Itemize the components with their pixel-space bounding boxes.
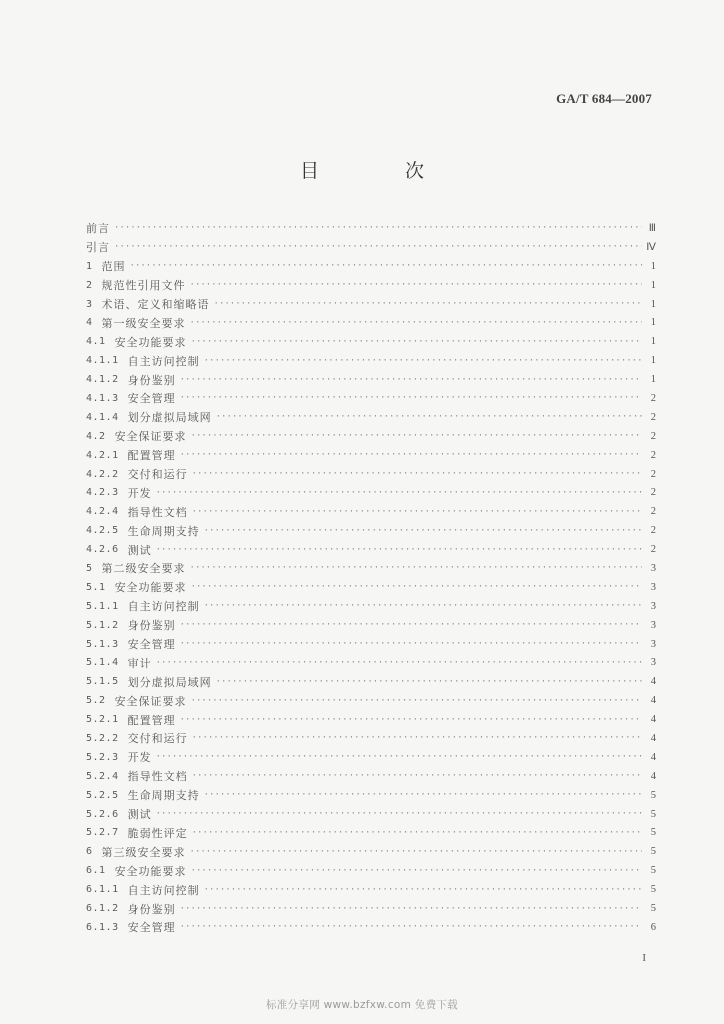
- dot-leader: [204, 601, 642, 611]
- toc-entry-page: 2: [650, 506, 656, 518]
- dot-leader: [192, 733, 642, 743]
- toc-entry: [86, 691, 656, 710]
- dot-leader: [180, 375, 642, 385]
- toc-entry-title: 安全保证要求: [114, 430, 187, 444]
- toc-entry-page: 1: [650, 298, 656, 310]
- toc-entry-page: 5: [650, 827, 656, 839]
- dot-leader: [214, 299, 642, 309]
- toc-entry: [86, 767, 656, 786]
- table-of-contents: [86, 219, 656, 937]
- toc-entry-number: 4.1: [86, 336, 106, 348]
- dot-leader: [180, 904, 642, 914]
- dot-leader: [156, 545, 642, 555]
- toc-entry: [86, 238, 656, 257]
- dot-leader: [191, 582, 642, 592]
- toc-entry-number: 5.2.4: [86, 770, 119, 782]
- toc-entry-page: 4: [650, 695, 656, 707]
- toc-entry-page: 2: [650, 392, 656, 404]
- toc-entry-title: 交付和运行: [127, 468, 188, 482]
- toc-entry-page: 2: [650, 487, 656, 499]
- toc-entry: [86, 521, 656, 540]
- toc-entry-title: 前言: [86, 222, 110, 236]
- toc-entry-title: 身份鉴别: [127, 619, 176, 633]
- toc-entry-number: 6.1.1: [86, 884, 119, 896]
- dot-leader: [191, 337, 642, 347]
- toc-entry-title: 指导性文档: [127, 770, 188, 784]
- toc-entry-number: 1: [86, 260, 93, 272]
- page-number: I: [642, 952, 646, 964]
- toc-entry-page: 3: [650, 657, 656, 669]
- toc-entry-page: 3: [650, 638, 656, 650]
- toc-entry-number: 4.2.4: [86, 506, 119, 518]
- toc-entry: [86, 786, 656, 805]
- toc-entry: [86, 276, 656, 295]
- toc-entry-title: 身份鉴别: [127, 902, 176, 916]
- toc-entry-page: 2: [650, 468, 656, 480]
- toc-entry: [86, 672, 656, 691]
- toc-entry-title: 规范性引用文件: [101, 279, 186, 293]
- toc-entry: [86, 540, 656, 559]
- toc-entry-title: 划分虚拟局域网: [127, 675, 212, 689]
- toc-entry-title: 第一级安全要求: [101, 316, 186, 330]
- toc-entry: [86, 389, 656, 408]
- toc-entry-page: 3: [650, 581, 656, 593]
- toc-entry-title: 安全功能要求: [114, 581, 187, 595]
- toc-entry: [86, 483, 656, 502]
- dot-leader: [204, 885, 642, 895]
- toc-entry-page: 2: [650, 449, 656, 461]
- page-title: 目 次: [299, 160, 465, 182]
- dot-leader: [180, 922, 642, 932]
- toc-entry: [86, 257, 656, 276]
- toc-entry-page: Ⅲ: [648, 223, 656, 235]
- toc-entry-title: 安全管理: [127, 392, 176, 406]
- toc-entry-title: 交付和运行: [127, 732, 188, 746]
- toc-entry-page: 2: [650, 525, 656, 537]
- toc-entry-number: 5.2.6: [86, 808, 119, 820]
- toc-entry: [86, 653, 656, 672]
- toc-entry-title: 脆弱性评定: [127, 826, 188, 840]
- toc-entry-number: 5.2: [86, 695, 106, 707]
- toc-entry: [86, 427, 656, 446]
- dot-leader: [156, 658, 642, 668]
- toc-entry: [86, 899, 656, 918]
- toc-entry-page: 1: [650, 336, 656, 348]
- toc-entry: [86, 502, 656, 521]
- toc-entry-title: 自主访问控制: [127, 354, 200, 368]
- toc-entry-title: 安全管理: [127, 921, 176, 935]
- toc-entry: [86, 295, 656, 314]
- toc-entry-title: 安全功能要求: [114, 335, 187, 349]
- toc-entry-page: 1: [650, 355, 656, 367]
- toc-entry-page: 1: [650, 260, 656, 272]
- toc-entry-page: 2: [650, 430, 656, 442]
- toc-entry: [86, 729, 656, 748]
- toc-entry-title: 安全功能要求: [114, 864, 187, 878]
- dot-leader: [114, 223, 642, 233]
- toc-entry-page: 1: [650, 317, 656, 329]
- toc-entry: [86, 597, 656, 616]
- toc-entry-title: 生命周期支持: [127, 789, 200, 803]
- toc-entry-title: 生命周期支持: [127, 524, 200, 538]
- dot-leader: [114, 242, 642, 252]
- toc-entry-number: 5.2.5: [86, 789, 119, 801]
- dot-leader: [192, 469, 642, 479]
- toc-entry: [86, 748, 656, 767]
- toc-entry-page: 5: [650, 865, 656, 877]
- toc-entry-page: 5: [650, 789, 656, 801]
- dot-leader: [190, 847, 642, 857]
- toc-entry-title: 审计: [127, 656, 152, 670]
- toc-entry-number: 4.2: [86, 430, 106, 442]
- toc-entry-title: 测试: [127, 543, 152, 557]
- toc-entry-number: 4.1.4: [86, 411, 119, 423]
- toc-entry-page: 4: [650, 676, 656, 688]
- toc-entry-number: 4: [86, 317, 93, 329]
- dot-leader: [180, 393, 642, 403]
- dot-leader: [180, 620, 642, 630]
- toc-entry-title: 范围: [101, 260, 126, 274]
- toc-entry-number: 3: [86, 298, 93, 310]
- toc-entry-number: 4.2.3: [86, 487, 119, 499]
- dot-leader: [191, 696, 642, 706]
- toc-entry-number: 5.1.2: [86, 619, 119, 631]
- dot-leader: [204, 790, 642, 800]
- toc-entry-number: 6.1.3: [86, 921, 119, 933]
- toc-entry-title: 配置管理: [127, 449, 176, 463]
- dot-leader: [156, 809, 642, 819]
- toc-entry: [86, 219, 656, 238]
- toc-entry-number: 4.2.5: [86, 525, 119, 537]
- toc-entry-title: 术语、定义和缩略语: [101, 298, 210, 311]
- toc-entry: [86, 710, 656, 729]
- dot-leader: [190, 280, 642, 290]
- toc-entry-title: 第三级安全要求: [101, 845, 186, 859]
- toc-entry-title: 安全管理: [127, 638, 176, 652]
- dot-leader: [192, 507, 642, 517]
- toc-entry-title: 安全保证要求: [114, 694, 187, 708]
- toc-entry-page: 5: [650, 903, 656, 914]
- dot-leader: [204, 356, 642, 366]
- toc-entry: [86, 332, 656, 351]
- toc-entry-title: 开发: [127, 751, 152, 765]
- toc-entry-page: 5: [650, 846, 656, 858]
- standard-code: GA/T 684—2007: [556, 91, 652, 106]
- toc-entry-page: 3: [650, 562, 656, 574]
- toc-entry-page: 6: [650, 921, 656, 933]
- toc-entry-page: 5: [650, 884, 656, 896]
- toc-entry: [86, 370, 656, 389]
- toc-entry: [86, 559, 656, 578]
- toc-entry-title: 配置管理: [127, 713, 176, 727]
- dot-leader: [190, 563, 642, 573]
- toc-entry: [86, 880, 656, 899]
- toc-entry-title: 划分虚拟局域网: [127, 411, 212, 425]
- dot-leader: [180, 639, 642, 649]
- toc-entry-number: 5.2.7: [86, 827, 119, 839]
- dot-leader: [192, 828, 642, 838]
- toc-entry-number: 4.2.2: [86, 468, 119, 480]
- toc-entry: [86, 842, 656, 861]
- toc-entry-number: 5: [86, 562, 93, 574]
- dot-leader: [130, 261, 642, 271]
- toc-entry-title: 第二级安全要求: [101, 562, 186, 576]
- dot-leader: [156, 488, 642, 498]
- toc-entry-number: 5.1: [86, 581, 106, 593]
- toc-entry-number: 4.1.3: [86, 392, 119, 404]
- toc-entry-page: 4: [650, 751, 656, 763]
- toc-entry: [86, 446, 656, 465]
- toc-entry-page: 5: [650, 808, 656, 820]
- toc-entry: [86, 861, 656, 880]
- toc-entry: [86, 313, 656, 332]
- toc-entry-title: 自主访问控制: [127, 600, 200, 614]
- toc-entry-page: 3: [650, 619, 656, 631]
- dot-leader: [180, 715, 642, 725]
- dot-leader: [191, 866, 642, 876]
- toc-entry-title: 开发: [127, 486, 152, 500]
- toc-entry-title: 身份鉴别: [127, 373, 176, 387]
- toc-entry: [86, 351, 656, 370]
- toc-entry-page: 4: [650, 714, 656, 726]
- toc-entry: [86, 635, 656, 654]
- toc-entry-title: 引言: [86, 241, 110, 255]
- toc-entry-number: 4.2.6: [86, 544, 119, 556]
- toc-entry-number: 4.1.1: [86, 355, 119, 367]
- toc-entry-page: Ⅳ: [646, 242, 656, 254]
- toc-entry-title: 测试: [127, 808, 152, 822]
- toc-entry-number: 6: [86, 846, 93, 858]
- dot-leader: [192, 771, 642, 781]
- dot-leader: [156, 752, 642, 762]
- toc-entry-number: 6.1: [86, 865, 106, 877]
- watermark-text: 标准分享网 www.bzfxw.com 免费下载: [266, 999, 458, 1011]
- toc-entry: [86, 918, 656, 937]
- toc-entry-number: 5.1.5: [86, 676, 119, 688]
- toc-entry: [86, 465, 656, 484]
- dot-leader: [216, 412, 642, 422]
- toc-entry-title: 自主访问控制: [127, 883, 200, 897]
- toc-entry-page: 4: [650, 732, 656, 744]
- toc-entry: [86, 616, 656, 635]
- toc-entry-number: 4.2.1: [86, 449, 119, 461]
- toc-entry-page: 2: [650, 544, 656, 556]
- toc-entry-number: 5.1.1: [86, 600, 119, 612]
- dot-leader: [216, 677, 642, 687]
- dot-leader: [191, 431, 642, 441]
- dot-leader: [190, 318, 642, 328]
- toc-entry-number: 5.1.3: [86, 638, 119, 650]
- toc-entry: [86, 578, 656, 597]
- toc-entry: [86, 408, 656, 427]
- toc-entry-page: 4: [650, 770, 656, 782]
- toc-entry-number: 6.1.2: [86, 903, 119, 914]
- toc-entry-page: 1: [650, 279, 656, 291]
- toc-entry-page: 2: [650, 411, 656, 423]
- toc-entry-number: 5.2.3: [86, 751, 119, 763]
- toc-entry-page: 1: [650, 374, 656, 386]
- toc-entry-number: 5.2.2: [86, 732, 119, 744]
- toc-entry-number: 4.1.2: [86, 374, 119, 386]
- dot-leader: [180, 450, 642, 460]
- toc-entry-title: 指导性文档: [127, 505, 188, 519]
- toc-entry: [86, 805, 656, 824]
- toc-entry-page: 3: [650, 600, 656, 612]
- dot-leader: [204, 526, 642, 536]
- toc-entry-number: 2: [86, 279, 93, 291]
- toc-entry: [86, 824, 656, 843]
- toc-entry-number: 5.1.4: [86, 657, 119, 669]
- toc-entry-number: 5.2.1: [86, 714, 119, 726]
